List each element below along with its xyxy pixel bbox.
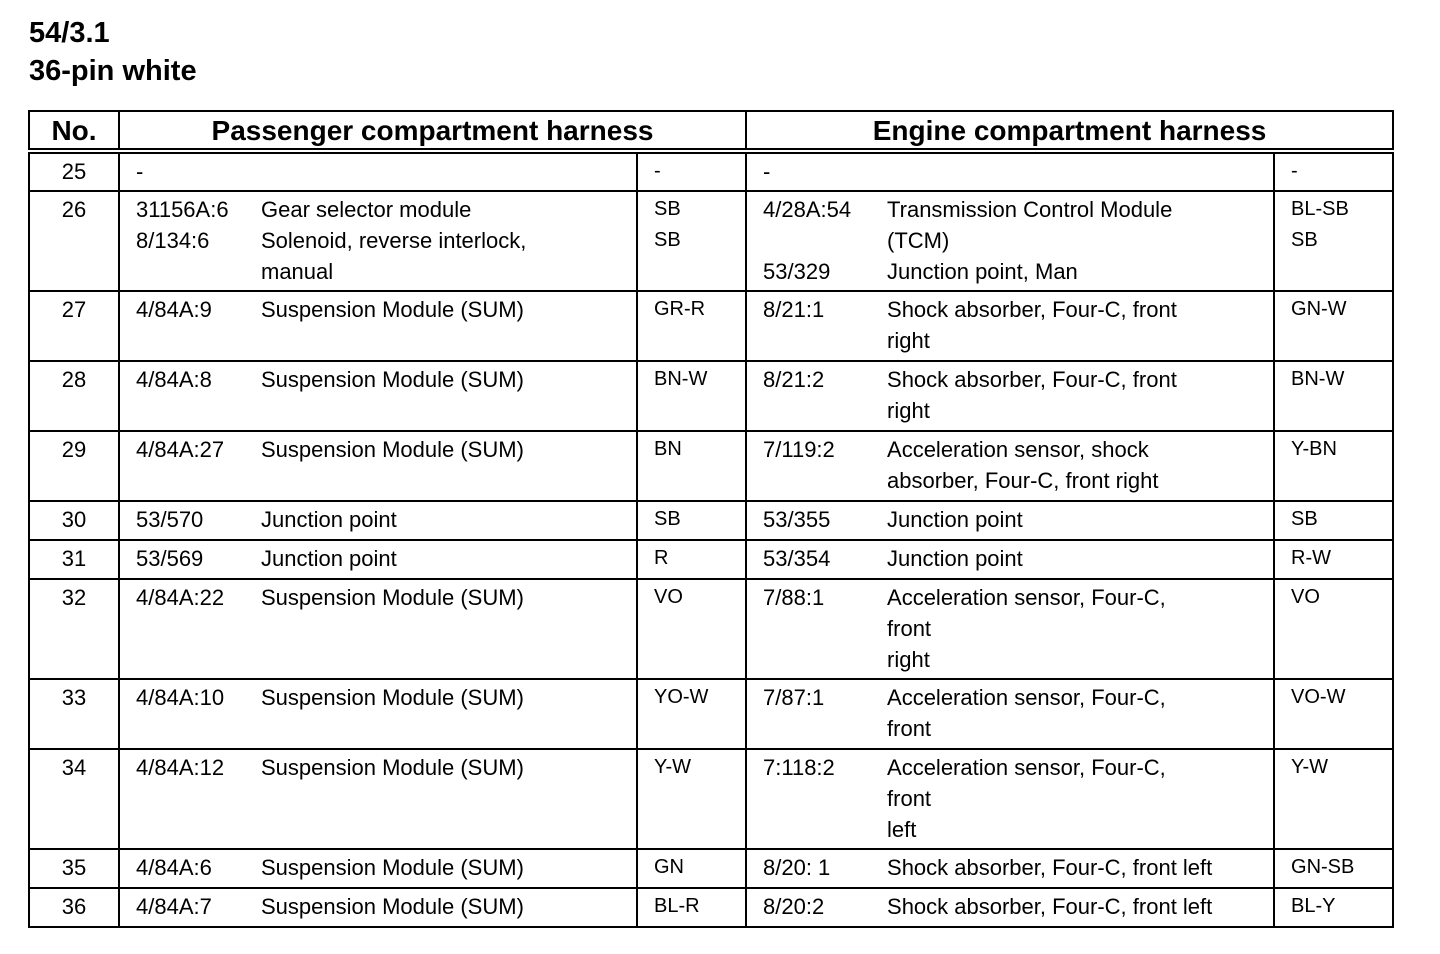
- engine-reference: [746, 501, 887, 540]
- engine-description-line: absorber, Four-C, front right: [887, 468, 1159, 493]
- engine-wire-color: [1274, 291, 1393, 361]
- pin-number: 29: [29, 431, 119, 501]
- engine-reference-line: 7/88:1: [763, 585, 825, 610]
- passenger-reference-line: 4/84A:9: [136, 297, 212, 322]
- passenger-wire-color: [637, 579, 746, 679]
- engine-wire-color-line: Y-BN: [1291, 438, 1337, 460]
- engine-wire-color-line: Y-W: [1291, 756, 1329, 778]
- passenger-wire-color: [637, 151, 746, 191]
- table-row: [29, 191, 1393, 291]
- passenger-description-line: Suspension Module (SUM): [261, 855, 524, 880]
- engine-wire-color-line: VO-W: [1291, 686, 1346, 708]
- passenger-description: [261, 361, 637, 431]
- engine-reference-line: 4/28A:54: [763, 197, 852, 222]
- engine-reference: [746, 151, 887, 191]
- passenger-wire-color: [637, 540, 746, 579]
- engine-reference: [746, 361, 887, 431]
- passenger-wire-color: [637, 749, 746, 849]
- passenger-reference: [119, 361, 261, 431]
- passenger-wire-color: [637, 679, 746, 749]
- passenger-wire-color-line: SB: [654, 229, 681, 251]
- column-header-engine: Engine compartment harness: [746, 111, 1393, 151]
- engine-wire-color-line: GN-SB: [1291, 856, 1355, 878]
- engine-wire-color-line: GN-W: [1291, 298, 1347, 320]
- passenger-description: [261, 191, 637, 291]
- engine-description: [887, 501, 1274, 540]
- passenger-reference: [119, 191, 261, 291]
- passenger-reference: [119, 679, 261, 749]
- engine-description-line: Shock absorber, Four-C, front: [887, 297, 1177, 322]
- passenger-description-line: Suspension Module (SUM): [261, 894, 524, 919]
- pin-number: 28: [29, 361, 119, 431]
- passenger-reference: [119, 579, 261, 679]
- passenger-description-line: Suspension Module (SUM): [261, 755, 524, 780]
- passenger-description: [261, 849, 637, 888]
- engine-wire-color-line: SB: [1291, 508, 1318, 530]
- passenger-reference: [119, 291, 261, 361]
- engine-wire-color-line: BL-SB: [1291, 198, 1349, 220]
- engine-wire-color: [1274, 151, 1393, 191]
- engine-wire-color-line: -: [1291, 160, 1298, 182]
- table-row: [29, 579, 1393, 679]
- engine-wire-color-line: SB: [1291, 229, 1318, 251]
- passenger-reference-line: 4/84A:8: [136, 367, 212, 392]
- pin-number: 32: [29, 579, 119, 679]
- passenger-wire-color-line: Y-W: [654, 756, 692, 778]
- engine-description-line: Acceleration sensor, Four-C,: [887, 755, 1166, 780]
- engine-description-line: right: [887, 647, 930, 672]
- passenger-wire-color: [637, 191, 746, 291]
- passenger-wire-color-line: GR-R: [654, 298, 706, 320]
- passenger-reference: [119, 888, 261, 927]
- engine-description-line: front: [887, 786, 932, 811]
- table-row: [29, 361, 1393, 431]
- passenger-reference: [119, 151, 261, 191]
- passenger-description-line: Suspension Module (SUM): [261, 297, 524, 322]
- engine-description-line: right: [887, 328, 930, 353]
- engine-description: [887, 151, 1274, 191]
- engine-description-line: Acceleration sensor, Four-C,: [887, 685, 1166, 710]
- engine-wire-color: [1274, 501, 1393, 540]
- table-row: [29, 291, 1393, 361]
- engine-description: [887, 431, 1274, 501]
- passenger-description-line: [261, 156, 630, 187]
- engine-description-line: Transmission Control Module: [887, 197, 1173, 222]
- table-header-row: [29, 111, 1393, 151]
- engine-wire-color: [1274, 749, 1393, 849]
- engine-description-line: Junction point, Man: [887, 259, 1078, 284]
- table-row: [29, 749, 1393, 849]
- engine-description-line: Shock absorber, Four-C, front left: [887, 894, 1213, 919]
- engine-reference: [746, 749, 887, 849]
- engine-reference-line: 7/119:2: [763, 437, 835, 462]
- engine-reference: [746, 849, 887, 888]
- engine-description-line: Junction point: [887, 507, 1023, 532]
- pin-number: 31: [29, 540, 119, 579]
- engine-description: [887, 291, 1274, 361]
- passenger-reference: [119, 540, 261, 579]
- engine-description-line: front: [887, 616, 932, 641]
- engine-description-line: (TCM): [887, 228, 950, 253]
- passenger-wire-color-line: -: [654, 160, 661, 182]
- pin-number: 34: [29, 749, 119, 849]
- passenger-reference-line: 53/569: [136, 546, 204, 571]
- engine-reference-line: 8/20:2: [763, 894, 825, 919]
- passenger-wire-color-line: YO-W: [654, 686, 709, 708]
- column-header-passenger: Passenger compartment harness: [119, 111, 746, 151]
- engine-description-line: Shock absorber, Four-C, front: [887, 367, 1177, 392]
- engine-description-line: Acceleration sensor, Four-C,: [887, 585, 1166, 610]
- engine-description: [887, 361, 1274, 431]
- passenger-wire-color-line: BN: [654, 438, 682, 460]
- passenger-reference-line: -: [136, 159, 144, 184]
- passenger-description-line: manual: [261, 259, 334, 284]
- passenger-wire-color-line: SB: [654, 508, 681, 530]
- passenger-reference-line: 4/84A:12: [136, 755, 225, 780]
- passenger-wire-color: [637, 361, 746, 431]
- engine-wire-color: [1274, 431, 1393, 501]
- engine-description: [887, 849, 1274, 888]
- engine-description-line: Acceleration sensor, shock: [887, 437, 1149, 462]
- engine-wire-color-line: R-W: [1291, 547, 1331, 569]
- passenger-reference-line: 53/570: [136, 507, 204, 532]
- passenger-wire-color-line: BL-R: [654, 895, 700, 917]
- engine-wire-color: [1274, 540, 1393, 579]
- engine-wire-color: [1274, 849, 1393, 888]
- passenger-description: [261, 501, 637, 540]
- passenger-reference: [119, 431, 261, 501]
- table-row: [29, 540, 1393, 579]
- engine-reference: [746, 679, 887, 749]
- engine-reference: [746, 888, 887, 927]
- passenger-description-line: Gear selector module: [261, 197, 472, 222]
- passenger-reference-line: 4/84A:27: [136, 437, 225, 462]
- engine-reference: [746, 191, 887, 291]
- engine-description: [887, 191, 1274, 291]
- passenger-reference-line: 4/84A:6: [136, 855, 212, 880]
- connector-type: 36-pin white: [29, 55, 197, 87]
- engine-reference-line: 8/21:2: [763, 367, 825, 392]
- table-row: [29, 431, 1393, 501]
- engine-reference-line: 7:118:2: [763, 755, 835, 780]
- passenger-reference: [119, 501, 261, 540]
- engine-reference: [746, 579, 887, 679]
- table-row: [29, 888, 1393, 927]
- pin-number: 30: [29, 501, 119, 540]
- engine-wire-color: [1274, 579, 1393, 679]
- passenger-wire-color-line: BN-W: [654, 368, 708, 390]
- passenger-description-line: Junction point: [261, 546, 397, 571]
- engine-reference-line: [763, 225, 881, 256]
- engine-reference-line: 8/20: 1: [763, 855, 831, 880]
- engine-description-line: Junction point: [887, 546, 1023, 571]
- passenger-wire-color: [637, 431, 746, 501]
- passenger-reference-line: 4/84A:22: [136, 585, 225, 610]
- engine-reference-line: 8/21:1: [763, 297, 825, 322]
- engine-reference-line: 53/329: [763, 259, 831, 284]
- table-row: [29, 501, 1393, 540]
- engine-wire-color: [1274, 191, 1393, 291]
- engine-wire-color: [1274, 361, 1393, 431]
- passenger-wire-color: [637, 888, 746, 927]
- engine-description: [887, 888, 1274, 927]
- passenger-reference: [119, 749, 261, 849]
- pin-number: 25: [29, 151, 119, 191]
- engine-description: [887, 679, 1274, 749]
- engine-description-line: [887, 156, 1267, 187]
- passenger-description: [261, 540, 637, 579]
- document-header: [29, 14, 197, 90]
- engine-wire-color: [1274, 888, 1393, 927]
- passenger-description: [261, 888, 637, 927]
- passenger-description-line: Suspension Module (SUM): [261, 685, 524, 710]
- engine-description: [887, 540, 1274, 579]
- pin-number: 35: [29, 849, 119, 888]
- passenger-wire-color: [637, 849, 746, 888]
- engine-description-line: left: [887, 817, 917, 842]
- pin-number: 36: [29, 888, 119, 927]
- pin-assignment-table: [28, 110, 1394, 928]
- engine-description-line: right: [887, 398, 930, 423]
- passenger-description: [261, 679, 637, 749]
- engine-reference: [746, 540, 887, 579]
- pin-number: 33: [29, 679, 119, 749]
- engine-wire-color-line: VO: [1291, 586, 1320, 608]
- engine-reference: [746, 291, 887, 361]
- passenger-description-line: Suspension Module (SUM): [261, 367, 524, 392]
- passenger-description: [261, 749, 637, 849]
- engine-wire-color-line: BL-Y: [1291, 895, 1336, 917]
- passenger-description: [261, 151, 637, 191]
- passenger-description-line: Solenoid, reverse interlock,: [261, 228, 527, 253]
- passenger-reference-line: 4/84A:7: [136, 894, 212, 919]
- passenger-wire-color-line: R: [654, 547, 669, 569]
- connector-id: 54/3.1: [29, 17, 110, 49]
- engine-reference-line: 7/87:1: [763, 685, 825, 710]
- passenger-reference-line: 4/84A:10: [136, 685, 225, 710]
- table-row: [29, 151, 1393, 191]
- engine-reference-line: 53/354: [763, 546, 831, 571]
- table-row: [29, 679, 1393, 749]
- table-body: [29, 151, 1393, 927]
- passenger-wire-color: [637, 501, 746, 540]
- passenger-reference-line: 31156A:6: [136, 197, 229, 222]
- engine-reference: [746, 431, 887, 501]
- engine-description: [887, 579, 1274, 679]
- table-row: [29, 849, 1393, 888]
- passenger-wire-color-line: SB: [654, 198, 681, 220]
- passenger-wire-color: [637, 291, 746, 361]
- passenger-description-line: Junction point: [261, 507, 397, 532]
- passenger-description-line: Suspension Module (SUM): [261, 585, 524, 610]
- pin-number: 27: [29, 291, 119, 361]
- passenger-reference-line: 8/134:6: [136, 228, 210, 253]
- pin-number: 26: [29, 191, 119, 291]
- engine-reference-line: -: [763, 159, 771, 184]
- passenger-wire-color-line: VO: [654, 586, 683, 608]
- passenger-description-line: Suspension Module (SUM): [261, 437, 524, 462]
- passenger-wire-color-line: GN: [654, 856, 684, 878]
- passenger-description: [261, 431, 637, 501]
- passenger-description: [261, 291, 637, 361]
- engine-description-line: Shock absorber, Four-C, front left: [887, 855, 1213, 880]
- engine-wire-color: [1274, 679, 1393, 749]
- passenger-description: [261, 579, 637, 679]
- engine-description-line: front: [887, 716, 932, 741]
- engine-description: [887, 749, 1274, 849]
- passenger-reference: [119, 849, 261, 888]
- engine-wire-color-line: BN-W: [1291, 368, 1345, 390]
- engine-reference-line: 53/355: [763, 507, 831, 532]
- column-header-no: No.: [29, 111, 119, 151]
